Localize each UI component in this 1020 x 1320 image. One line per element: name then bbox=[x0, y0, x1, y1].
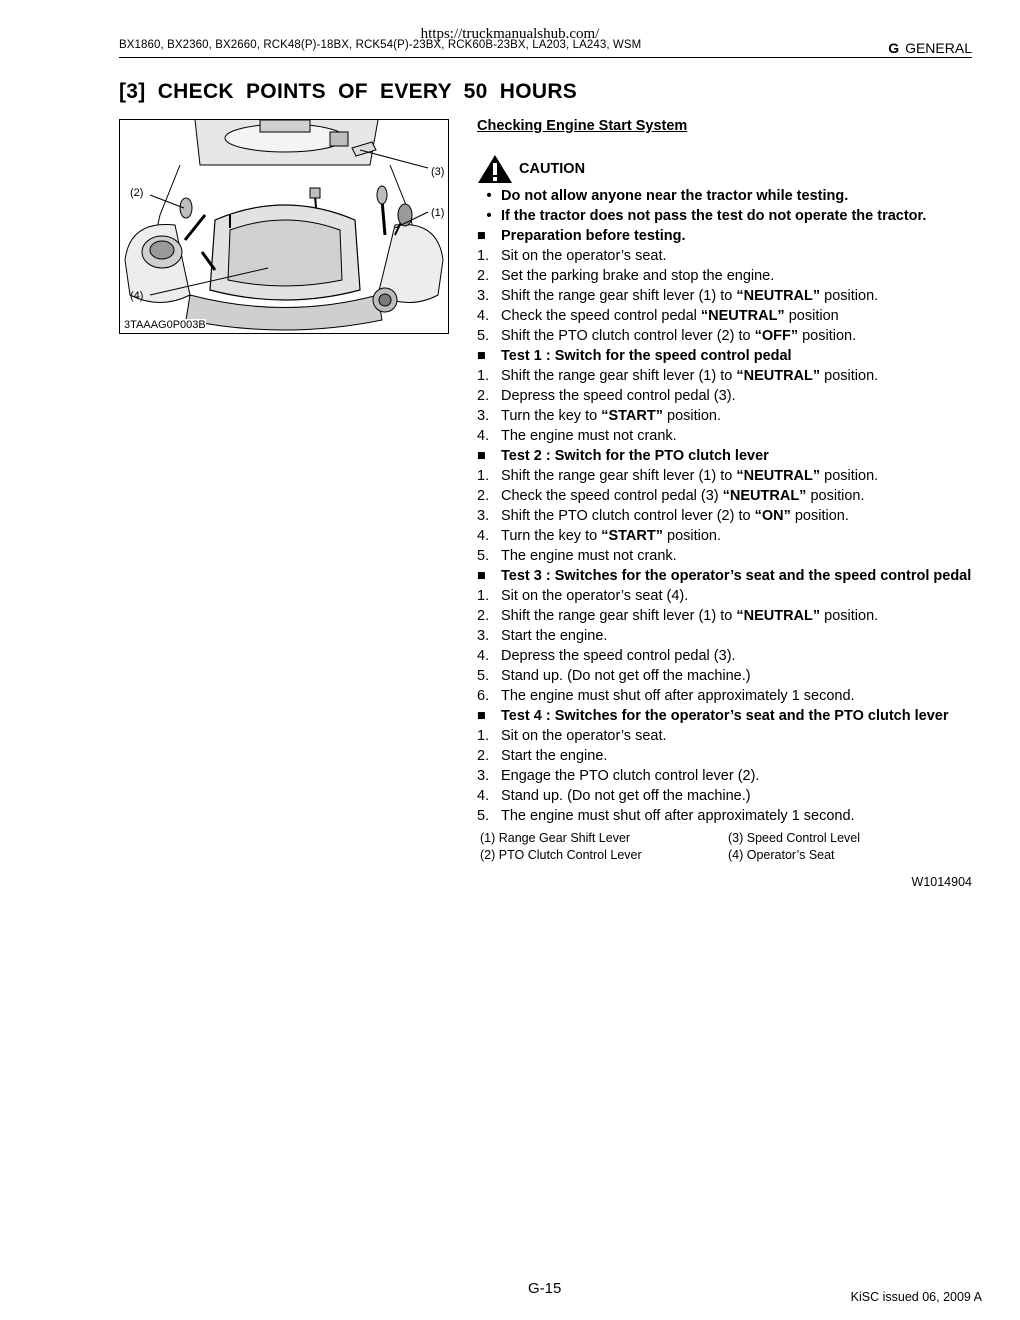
header-section bbox=[888, 40, 972, 56]
caution-label: CAUTION bbox=[519, 161, 586, 177]
step-item bbox=[477, 746, 972, 766]
item-text bbox=[501, 626, 972, 646]
item-marker: 2. bbox=[477, 488, 490, 504]
step-text: Sit on the operator’s seat (4). bbox=[501, 588, 689, 604]
step-text: Turn the key to bbox=[501, 528, 602, 544]
item-text bbox=[501, 246, 972, 266]
figure-code: 3TAAAG0P003B bbox=[124, 319, 206, 331]
item-marker: ■ bbox=[477, 348, 486, 364]
step-text: The engine must shut off after approximately 1 second. bbox=[501, 688, 855, 704]
item-marker: ■ bbox=[477, 228, 486, 244]
step-text: Sit on the operator’s seat. bbox=[501, 728, 667, 744]
step-value: “NEUTRAL” bbox=[736, 368, 821, 384]
item-marker: 3. bbox=[477, 768, 490, 784]
item-marker: 2. bbox=[477, 748, 490, 764]
item-text bbox=[501, 266, 972, 286]
step-item bbox=[477, 326, 972, 346]
step-item bbox=[477, 286, 972, 306]
procedure-content bbox=[477, 116, 972, 892]
step-text: Turn the key to bbox=[501, 408, 602, 424]
item-text bbox=[501, 306, 972, 326]
item-marker: 5. bbox=[477, 328, 490, 344]
legend-item: (2) PTO Clutch Control Lever bbox=[480, 848, 642, 862]
step-text: position. bbox=[806, 488, 865, 504]
step-item bbox=[477, 366, 972, 386]
item-text bbox=[501, 726, 972, 746]
step-text: Shift the range gear shift lever (1) to bbox=[501, 368, 737, 384]
step-item bbox=[477, 666, 972, 686]
item-text bbox=[501, 546, 972, 566]
header-model-list: BX1860, BX2360, BX2660, RCK48(P)-18BX, RCK54(P)-23BX, RCK60B-23BX, LA203, LA243, WSM bbox=[119, 39, 642, 51]
tractor-controls-figure bbox=[119, 119, 449, 334]
procedure-sections bbox=[477, 226, 972, 826]
item-marker: 4. bbox=[477, 308, 490, 324]
item-marker: 1. bbox=[477, 368, 490, 384]
step-text: position. bbox=[820, 368, 879, 384]
item-marker: 2. bbox=[477, 388, 490, 404]
item-marker: ■ bbox=[477, 568, 486, 584]
item-marker: 3. bbox=[477, 508, 490, 524]
step-text: Engage the PTO clutch control lever (2). bbox=[501, 768, 760, 784]
item-text bbox=[501, 526, 972, 546]
item-marker: 2. bbox=[477, 608, 490, 624]
issue-note: KiSC issued 06, 2009 A bbox=[850, 1290, 982, 1304]
step-value: “START” bbox=[601, 528, 663, 544]
legend-item: (1) Range Gear Shift Lever bbox=[480, 831, 631, 845]
step-text: Start the engine. bbox=[501, 748, 608, 764]
step-value: “NEUTRAL” bbox=[736, 288, 821, 304]
item-text bbox=[501, 806, 972, 826]
item-text: Test 3 : Switches for the operator’s seat and the speed control pedal bbox=[501, 568, 972, 584]
step-item bbox=[477, 546, 972, 566]
item-text: Do not allow anyone near the tractor while testing. bbox=[501, 188, 849, 204]
item-text bbox=[501, 506, 972, 526]
item-marker: 5. bbox=[477, 548, 490, 564]
section-name: GENERAL bbox=[905, 40, 972, 56]
document-code: W1014904 bbox=[911, 875, 972, 889]
step-item bbox=[477, 766, 972, 786]
step-text: Check the speed control pedal (3) bbox=[501, 488, 723, 504]
step-text: Shift the range gear shift lever (1) to bbox=[501, 288, 737, 304]
step-item bbox=[477, 806, 972, 826]
step-text: Sit on the operator’s seat. bbox=[501, 248, 667, 264]
section-title bbox=[477, 566, 972, 586]
item-marker: ■ bbox=[477, 708, 486, 724]
item-marker: 3. bbox=[477, 628, 490, 644]
tractor-controls-illustration bbox=[120, 120, 448, 333]
step-item bbox=[477, 426, 972, 446]
item-text bbox=[501, 486, 972, 506]
step-text: Shift the PTO clutch control lever (2) to bbox=[501, 328, 755, 344]
step-item bbox=[477, 726, 972, 746]
step-text: position. bbox=[662, 408, 722, 424]
step-item bbox=[477, 386, 972, 406]
section-letter: G bbox=[888, 40, 900, 56]
step-value: “NEUTRAL” bbox=[722, 488, 807, 504]
step-item bbox=[477, 646, 972, 666]
step-item bbox=[477, 266, 972, 286]
callout-1: (1) bbox=[431, 207, 445, 219]
item-text bbox=[501, 666, 972, 686]
page-number: G-15 bbox=[528, 1280, 562, 1297]
step-item bbox=[477, 466, 972, 486]
step-text: position bbox=[784, 308, 839, 324]
step-item bbox=[477, 626, 972, 646]
item-text bbox=[501, 646, 972, 666]
watermark-url: https://truckmanualshub.com/ bbox=[420, 26, 600, 42]
section-title bbox=[477, 446, 972, 466]
step-text: position. bbox=[798, 328, 857, 344]
step-text: The engine must not crank. bbox=[501, 548, 677, 564]
item-text bbox=[501, 286, 972, 306]
step-item bbox=[477, 686, 972, 706]
step-text: position. bbox=[662, 528, 722, 544]
item-text bbox=[501, 426, 972, 446]
section-title bbox=[477, 346, 972, 366]
item-marker: 3. bbox=[477, 408, 490, 424]
item-marker: 4. bbox=[477, 648, 490, 664]
step-value: “NEUTRAL” bbox=[736, 468, 821, 484]
step-item bbox=[477, 486, 972, 506]
step-value: “OFF” bbox=[754, 328, 799, 344]
step-item bbox=[477, 406, 972, 426]
step-text: Shift the PTO clutch control lever (2) to bbox=[501, 508, 755, 524]
step-text: Check the speed control pedal bbox=[501, 308, 701, 324]
callout-3: (3) bbox=[431, 166, 445, 178]
caution-list bbox=[477, 186, 972, 226]
step-text: Stand up. (Do not get off the machine.) bbox=[501, 668, 751, 684]
item-marker: • bbox=[486, 188, 492, 204]
item-text bbox=[501, 766, 972, 786]
procedure-heading: Checking Engine Start System bbox=[477, 118, 688, 134]
step-text: The engine must shut off after approximately 1 second. bbox=[501, 808, 855, 824]
step-value: “NEUTRAL” bbox=[736, 608, 821, 624]
step-text: position. bbox=[790, 508, 849, 524]
step-text: Depress the speed control pedal (3). bbox=[501, 648, 736, 664]
item-text bbox=[501, 586, 972, 606]
legend-item: (3) Speed Control Level bbox=[728, 831, 861, 845]
section-title bbox=[477, 706, 972, 726]
item-text: Preparation before testing. bbox=[501, 228, 686, 244]
item-marker: 5. bbox=[477, 808, 490, 824]
step-item bbox=[477, 586, 972, 606]
step-item bbox=[477, 786, 972, 806]
warning-triangle-icon bbox=[477, 154, 513, 184]
callout-4: (4) bbox=[130, 290, 144, 302]
item-marker: 5. bbox=[477, 668, 490, 684]
caution-item bbox=[477, 206, 972, 226]
step-text: Shift the range gear shift lever (1) to bbox=[501, 468, 737, 484]
step-item bbox=[477, 306, 972, 326]
item-marker: ■ bbox=[477, 448, 486, 464]
item-text bbox=[501, 386, 972, 406]
section-title bbox=[477, 226, 972, 246]
step-text: position. bbox=[820, 288, 879, 304]
step-item bbox=[477, 506, 972, 526]
item-marker: 1. bbox=[477, 588, 490, 604]
header-rule bbox=[119, 57, 972, 58]
item-text: Test 2 : Switch for the PTO clutch lever bbox=[501, 448, 769, 464]
item-text bbox=[501, 326, 972, 346]
item-text bbox=[501, 406, 972, 426]
step-value: “NEUTRAL” bbox=[700, 308, 785, 324]
step-item bbox=[477, 606, 972, 626]
item-marker: 1. bbox=[477, 728, 490, 744]
step-text: Stand up. (Do not get off the machine.) bbox=[501, 788, 751, 804]
caution-item bbox=[477, 186, 972, 206]
step-text: The engine must not crank. bbox=[501, 428, 677, 444]
item-marker: 2. bbox=[477, 268, 490, 284]
item-marker: 4. bbox=[477, 528, 490, 544]
callout-2: (2) bbox=[130, 187, 144, 199]
item-marker: 1. bbox=[477, 468, 490, 484]
step-item bbox=[477, 246, 972, 266]
step-text: Start the engine. bbox=[501, 628, 608, 644]
legend-item: (4) Operator’s Seat bbox=[728, 848, 835, 862]
item-marker: 4. bbox=[477, 428, 490, 444]
item-text bbox=[501, 686, 972, 706]
step-value: “START” bbox=[601, 408, 663, 424]
item-text: If the tractor does not pass the test do not operate the tractor. bbox=[501, 208, 927, 224]
figure-legend bbox=[477, 830, 972, 864]
item-marker: • bbox=[486, 208, 492, 224]
item-text bbox=[501, 746, 972, 766]
step-text: Shift the range gear shift lever (1) to bbox=[501, 608, 737, 624]
item-marker: 3. bbox=[477, 288, 490, 304]
item-text bbox=[501, 366, 972, 386]
item-marker: 1. bbox=[477, 248, 490, 264]
step-value: “ON” bbox=[754, 508, 791, 524]
caution-header bbox=[477, 154, 972, 184]
item-text: Test 4 : Switches for the operator’s seat and the PTO clutch lever bbox=[501, 708, 949, 724]
item-marker: 6. bbox=[477, 688, 490, 704]
step-text: Depress the speed control pedal (3). bbox=[501, 388, 736, 404]
step-text: position. bbox=[820, 608, 879, 624]
item-text: Test 1 : Switch for the speed control pedal bbox=[501, 348, 792, 364]
item-marker: 4. bbox=[477, 788, 490, 804]
step-item bbox=[477, 526, 972, 546]
step-text: Set the parking brake and stop the engine. bbox=[501, 268, 775, 284]
step-text: position. bbox=[820, 468, 879, 484]
page-title: [3] CHECK POINTS OF EVERY 50 HOURS bbox=[119, 80, 578, 103]
item-text bbox=[501, 466, 972, 486]
item-text bbox=[501, 606, 972, 626]
item-text bbox=[501, 786, 972, 806]
